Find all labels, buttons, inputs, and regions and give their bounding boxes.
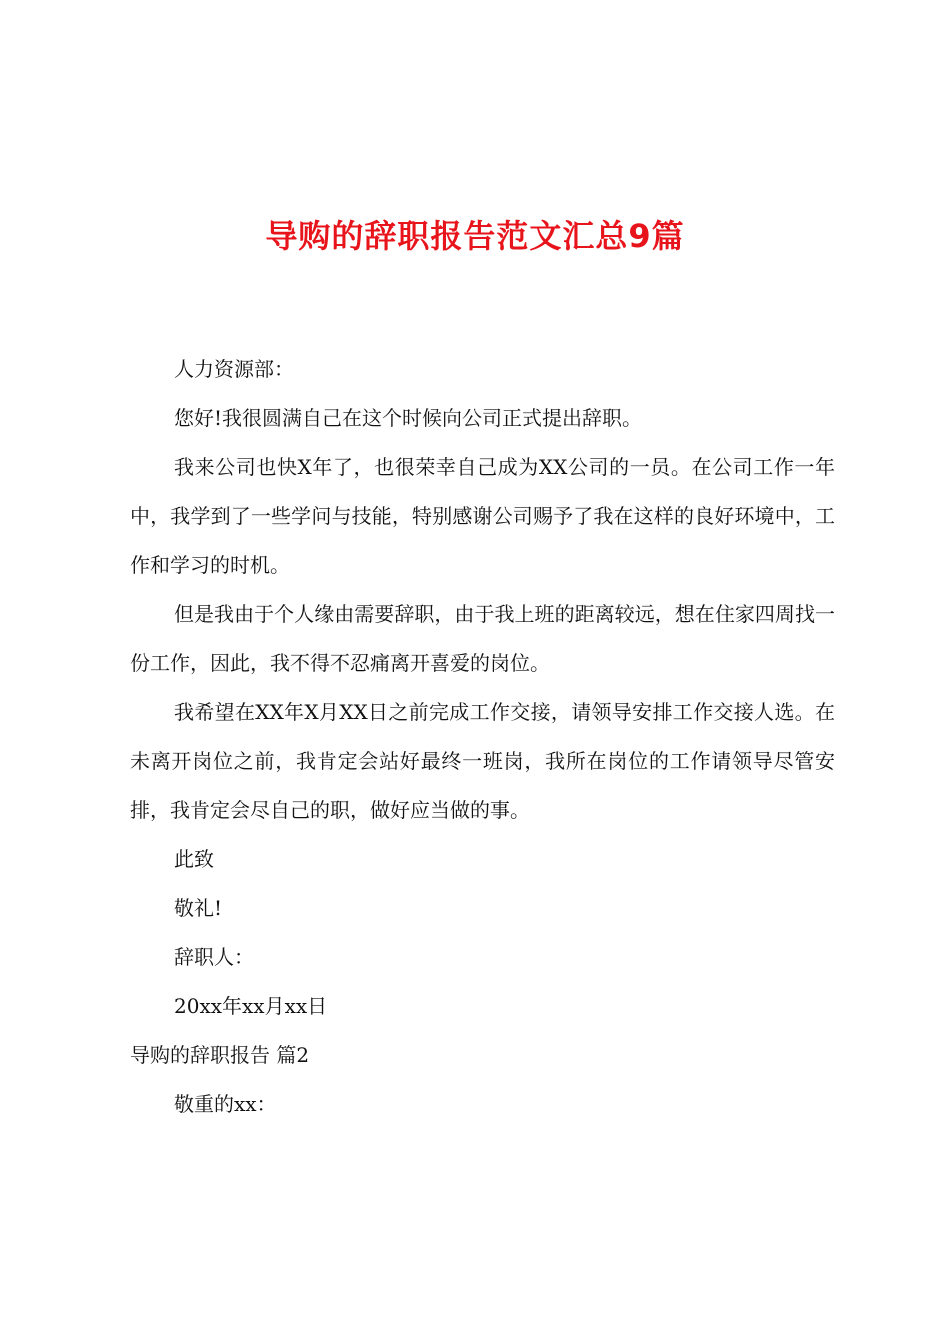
body-paragraph: 但是我由于个人缘由需要辞职，由于我上班的距离较远，想在住家四周找一份工作，因此，我不得不忍痛离开喜爱的岗位。 xyxy=(130,602,835,675)
body-paragraph: 您好!我很圆满自己在这个时候向公司正式提出辞职。 xyxy=(174,406,643,430)
section-heading: 导购的辞职报告 篇2 xyxy=(130,1043,310,1067)
document-title: 导购的辞职报告范文汇总9篇 xyxy=(265,217,685,255)
signature-date: 20xx年xx月xx日 xyxy=(174,994,328,1018)
document-body xyxy=(130,345,835,1129)
signature-label: 辞职人： xyxy=(174,945,254,969)
salutation: 人力资源部： xyxy=(174,357,294,381)
body-paragraph: 我来公司也快X年了，也很荣幸自己成为XX公司的一员。在公司工作一年中，我学到了一些学问与技能，特别感谢公司赐予了我在这样的良好环境中，工作和学习的时机。 xyxy=(130,455,835,577)
body-paragraph: 我希望在XX年X月XX日之前完成工作交接，请领导安排工作交接人选。在未离开岗位之前，我肯定会站好最终一班岗，我所在岗位的工作请领导尽管安排，我肯定会尽自己的职，做好应当做的事。 xyxy=(130,700,835,822)
section-salutation: 敬重的xx： xyxy=(174,1092,277,1116)
closing-regards: 敬礼! xyxy=(174,896,223,920)
closing-phrase: 此致 xyxy=(174,847,214,871)
